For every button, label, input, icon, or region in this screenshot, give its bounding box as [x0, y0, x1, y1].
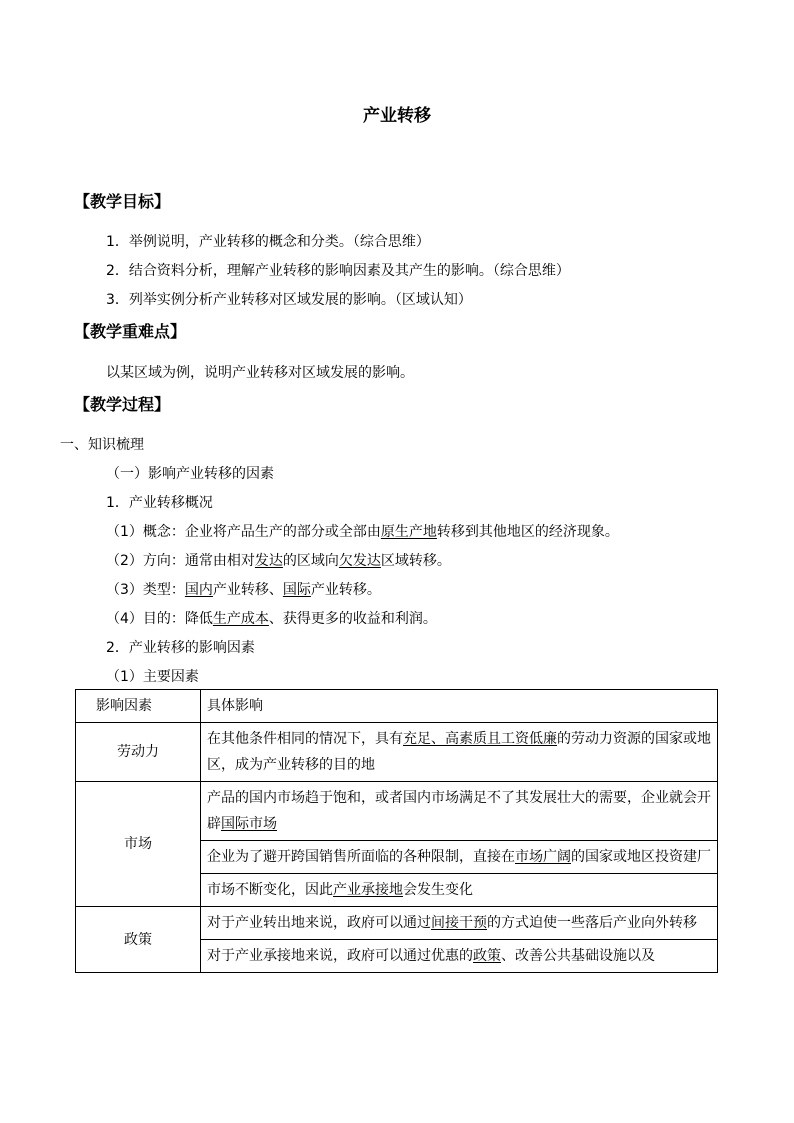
underlined-term: 欠发达	[338, 553, 381, 569]
objective-item: 3．列举实例分析产业转移对区域发展的影响。（区域认知）	[106, 292, 472, 308]
direction-line: （2）方向：通常由相对发达的区域向欠发达区域转移。	[106, 553, 451, 569]
page-title: 产业转移	[363, 106, 431, 126]
underlined-term: 政策	[473, 948, 501, 964]
underlined-term: 市场广阔	[515, 849, 571, 865]
underlined-term: 原生产地	[380, 524, 437, 540]
types-line: （3）类型：国内产业转移、国际产业转移。	[106, 582, 381, 598]
key-points-text: 以某区域为例，说明产业转移对区域发展的影响。	[106, 365, 414, 381]
direction-label: （2）方向：	[106, 553, 185, 569]
table-row	[76, 723, 718, 782]
factor-detail: 在其他条件相同的情况下，具有充足、高素质且工资低廉的劳动力资源的国家或地区，成为产业转移的目的地	[201, 723, 718, 782]
types-label: （3）类型：	[106, 582, 185, 598]
purpose-label: （4）目的：	[106, 611, 185, 627]
key-points-heading: 【教学重难点】	[74, 322, 187, 341]
underlined-term: 充足、高素质且工资低廉	[403, 731, 557, 747]
factors-table	[75, 689, 718, 973]
objective-item: 1．举例说明，产业转移的概念和分类。（综合思维）	[106, 234, 430, 250]
table-header-cell: 具体影响	[201, 690, 718, 723]
point-title: 1．产业转移概况	[106, 495, 213, 511]
factor-detail: 对于产业承接地来说，政府可以通过优惠的政策、改善公共基础设施以及	[201, 940, 718, 973]
subsection-title: （一）影响产业转移的因素	[106, 466, 274, 482]
table-header-cell: 影响因素	[76, 690, 201, 723]
underlined-term: 间接干预	[431, 915, 487, 931]
point-title: 2．产业转移的影响因素	[106, 640, 255, 656]
underlined-term: 生产成本	[212, 611, 269, 627]
section-title: 一、知识梳理	[60, 437, 144, 453]
underlined-term: 产业承接地	[333, 882, 403, 898]
table-header-row	[76, 690, 718, 723]
factor-label: 市场	[76, 782, 201, 907]
factor-detail: 市场不断变化，因此产业承接地会发生变化	[201, 874, 718, 907]
factor-detail: 对于产业转出地来说，政府可以通过间接干预的方式迫使一些落后产业向外转移	[201, 907, 718, 940]
table-row	[76, 907, 718, 940]
table-row	[76, 782, 718, 841]
concept-line: （1）概念：企业将产品生产的部分或全部由原生产地转移到其他地区的经济现象。	[106, 524, 619, 540]
factor-detail: 产品的国内市场趋于饱和，或者国内市场满足不了其发展壮大的需要，企业就会开辟国际市场	[201, 782, 718, 841]
underlined-term: 国际	[282, 582, 311, 598]
factor-label: 劳动力	[76, 723, 201, 782]
factor-detail: 企业为了避开跨国销售所面临的各种限制，直接在市场广阔的国家或地区投资建厂	[201, 841, 718, 874]
underlined-term: 国际市场	[221, 816, 277, 832]
underlined-term: 发达	[254, 553, 283, 569]
underlined-term: 国内	[184, 582, 213, 598]
concept-label: （1）概念：	[106, 524, 185, 540]
main-factors-title: （1）主要因素	[106, 669, 199, 685]
factor-label: 政策	[76, 907, 201, 973]
purpose-line: （4）目的：降低生产成本、获得更多的收益和利润。	[106, 611, 437, 627]
objective-item: 2．结合资料分析，理解产业转移的影响因素及其产生的影响。（综合思维）	[106, 263, 570, 279]
process-heading: 【教学过程】	[74, 395, 171, 414]
objectives-heading: 【教学目标】	[74, 192, 171, 211]
